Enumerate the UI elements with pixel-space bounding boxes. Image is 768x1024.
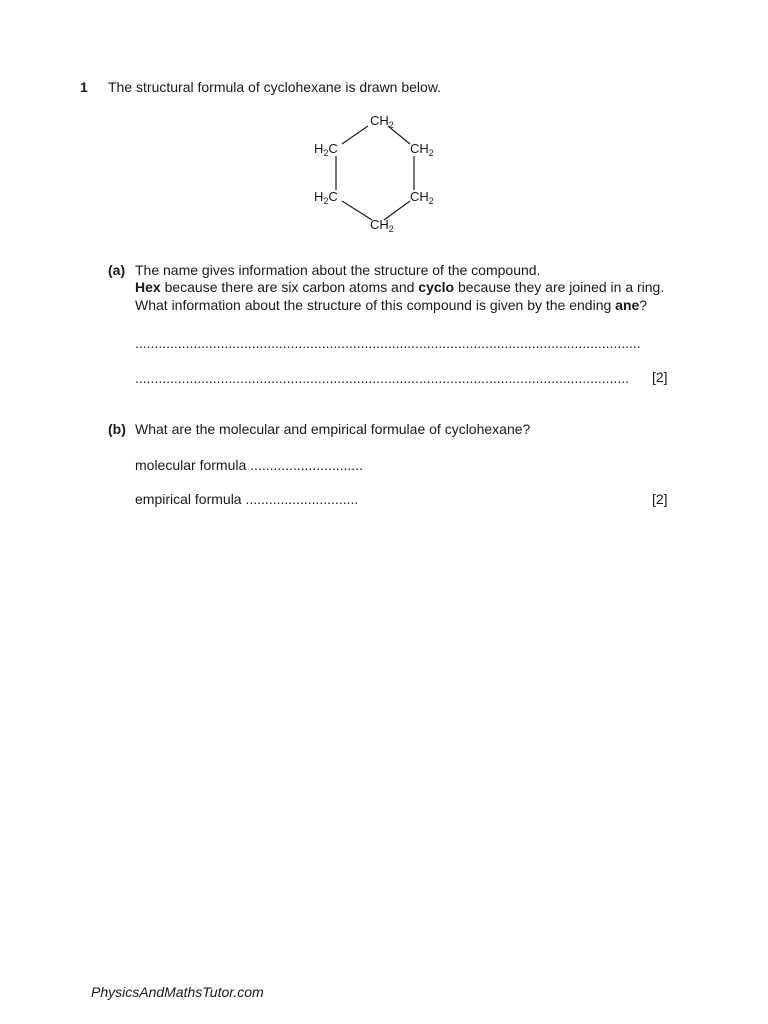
part-b-question: What are the molecular and empirical formulae of cyclohexane? xyxy=(135,421,531,437)
ane-term: ane xyxy=(615,297,640,313)
ane-question-mark: ? xyxy=(639,297,648,313)
cyclo-explanation: because they are joined in a ring. xyxy=(454,279,665,295)
part-a-label: (a) xyxy=(108,262,126,278)
hex-explanation: because there are six carbon atoms and xyxy=(160,279,419,295)
answer-line-2[interactable]: ............................................................................................................................... xyxy=(135,370,629,386)
question-number: 1 xyxy=(80,79,88,95)
ane-question: What information about the structure of this compound is given by the ending xyxy=(135,297,616,313)
part-a-line1: The name gives information about the structure of the compound. xyxy=(135,262,541,278)
molecular-formula-row xyxy=(135,457,363,473)
answer-line-1[interactable]: .................................................................................................................................. xyxy=(135,335,641,351)
bond-bottom-left xyxy=(342,201,372,220)
atom-bottom: $CH_2$ xyxy=(370,217,394,234)
empirical-formula-answer[interactable]: ............................. xyxy=(245,491,359,507)
atom-upper-right: $CH_2$ xyxy=(410,141,434,158)
part-a-line2 xyxy=(135,279,664,295)
question-intro: The structural formula of cyclohexane is drawn below. xyxy=(108,79,442,95)
part-a-line3 xyxy=(135,297,647,313)
bond-top-left xyxy=(342,126,368,144)
atom-top: $CH_2$ xyxy=(370,113,394,130)
atom-upper-left: $H_2C$ xyxy=(314,141,338,158)
part-b-marks: [2] xyxy=(652,491,668,507)
part-b-label: (b) xyxy=(108,421,126,437)
cyclohexane-structure xyxy=(300,108,460,238)
part-a-marks: [2] xyxy=(652,369,668,385)
atom-lower-left: $H_2C$ xyxy=(314,189,338,206)
empirical-formula-row xyxy=(135,491,358,507)
footer-source: PhysicsAndMathsTutor.com xyxy=(91,984,264,1000)
molecular-formula-label: molecular formula xyxy=(135,457,247,473)
hex-term: Hex xyxy=(135,279,161,295)
molecular-formula-answer[interactable]: ............................. xyxy=(250,457,363,473)
atom-lower-right: $CH_2$ xyxy=(410,189,434,206)
cyclo-term: cyclo xyxy=(418,279,455,295)
empirical-formula-label: empirical formula xyxy=(135,491,242,507)
